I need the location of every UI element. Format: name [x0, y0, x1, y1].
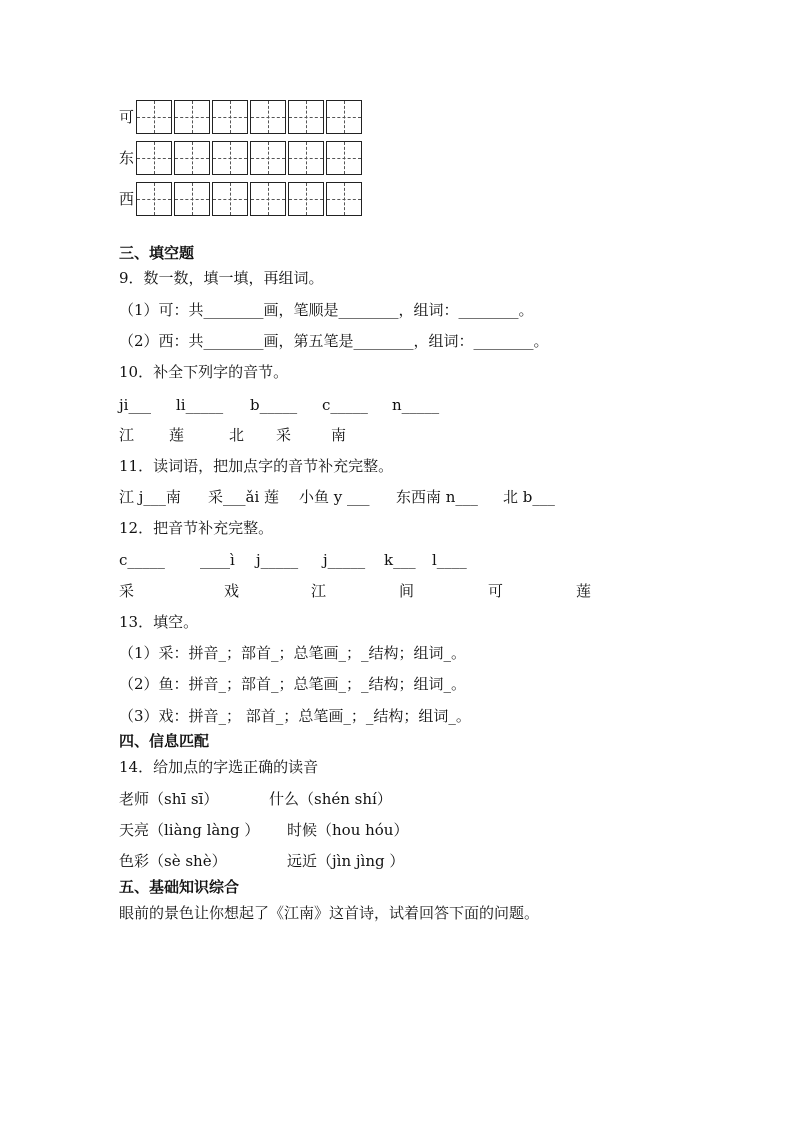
- writing-cell[interactable]: [250, 100, 286, 134]
- writing-cell[interactable]: [136, 100, 172, 134]
- char: 江: [119, 426, 135, 444]
- question-line: （1）可：共________画，笔顺是________，组词：________。: [119, 301, 534, 319]
- pinyin-blank: c_____: [322, 396, 368, 414]
- writing-cell[interactable]: [174, 182, 210, 216]
- reading-choice: 什么（shén shí）: [269, 790, 392, 808]
- reading-choice: 色彩（sè shè）: [119, 852, 227, 870]
- question-stem: 9．数一数，填一填，再组词。: [119, 269, 324, 287]
- reading-choice: 时候（hou hóu）: [287, 821, 409, 839]
- pinyin-blank: b_____: [250, 396, 298, 414]
- word-item: 采___ǎi 莲: [208, 488, 280, 506]
- section-title: 三、填空题: [119, 244, 195, 262]
- pinyin-blank: j_____: [323, 551, 366, 569]
- question-stem: 13．填空。: [119, 613, 199, 631]
- reading-choice: 天亮（liàng làng ）: [119, 821, 260, 839]
- question-stem: 12．把音节补充完整。: [119, 519, 274, 537]
- pinyin-blank: c_____: [119, 551, 165, 569]
- writing-cells: [136, 182, 364, 216]
- word-item: 江 j___南: [119, 488, 181, 506]
- grid-char: 东: [119, 149, 135, 167]
- pinyin-blank: li_____: [176, 396, 224, 414]
- question-stem: 14．给加点的字选正确的读音: [119, 758, 319, 776]
- pinyin-blank: k___: [384, 551, 416, 569]
- pinyin-blank: ji___: [119, 396, 151, 414]
- char: 间: [399, 582, 415, 600]
- writing-cell[interactable]: [174, 141, 210, 175]
- char: 江: [311, 582, 327, 600]
- writing-cell[interactable]: [212, 141, 248, 175]
- pinyin-blank: n_____: [392, 396, 440, 414]
- writing-cell[interactable]: [326, 141, 362, 175]
- word-item: 北 b___: [503, 488, 555, 506]
- writing-cell[interactable]: [288, 182, 324, 216]
- word-item: 东西南 n___: [396, 488, 478, 506]
- reading-choice: 老师（shī sī）: [119, 790, 219, 808]
- writing-cell[interactable]: [326, 182, 362, 216]
- question-line: （1）采：拼音_；部首_；总笔画_；_结构；组词_。: [119, 644, 467, 662]
- char: 南: [331, 426, 347, 444]
- writing-cell[interactable]: [326, 100, 362, 134]
- question-stem: 10．补全下列字的音节。: [119, 363, 289, 381]
- char: 采: [119, 582, 135, 600]
- section-title: 五、基础知识综合: [119, 878, 240, 896]
- writing-cell[interactable]: [250, 182, 286, 216]
- writing-cell[interactable]: [174, 100, 210, 134]
- writing-cell[interactable]: [136, 141, 172, 175]
- writing-cells: [136, 141, 364, 175]
- pinyin-blank: j_____: [256, 551, 299, 569]
- grid-char: 西: [119, 190, 135, 208]
- writing-cell[interactable]: [288, 141, 324, 175]
- writing-cell[interactable]: [136, 182, 172, 216]
- char: 戏: [224, 582, 240, 600]
- char: 可: [488, 582, 504, 600]
- char: 采: [276, 426, 292, 444]
- char: 莲: [576, 582, 592, 600]
- writing-cell[interactable]: [212, 100, 248, 134]
- question-stem: 11．读词语，把加点字的音节补充完整。: [119, 457, 394, 475]
- pinyin-blank: l____: [432, 551, 467, 569]
- reading-choice: 远近（jìn jìng ）: [287, 852, 405, 870]
- char: 北: [229, 426, 245, 444]
- question-line: （2）西：共________画，第五笔是________，组词：________。: [119, 332, 549, 350]
- question-line: （2）鱼：拼音_；部首_；总笔画_；_结构；组词_。: [119, 675, 467, 693]
- paragraph-text: 眼前的景色让你想起了《江南》这首诗，试着回答下面的问题。: [119, 904, 540, 922]
- section-title: 四、信息匹配: [119, 732, 210, 750]
- writing-cell[interactable]: [250, 141, 286, 175]
- word-item: 小鱼 y ___: [299, 488, 370, 506]
- char: 莲: [169, 426, 185, 444]
- grid-char: 可: [119, 108, 135, 126]
- writing-cell[interactable]: [288, 100, 324, 134]
- writing-cell[interactable]: [212, 182, 248, 216]
- question-line: （3）戏：拼音_； 部首_；总笔画_；_结构；组词_。: [119, 707, 471, 725]
- pinyin-blank: ____ì: [200, 551, 235, 569]
- writing-cells: [136, 100, 364, 134]
